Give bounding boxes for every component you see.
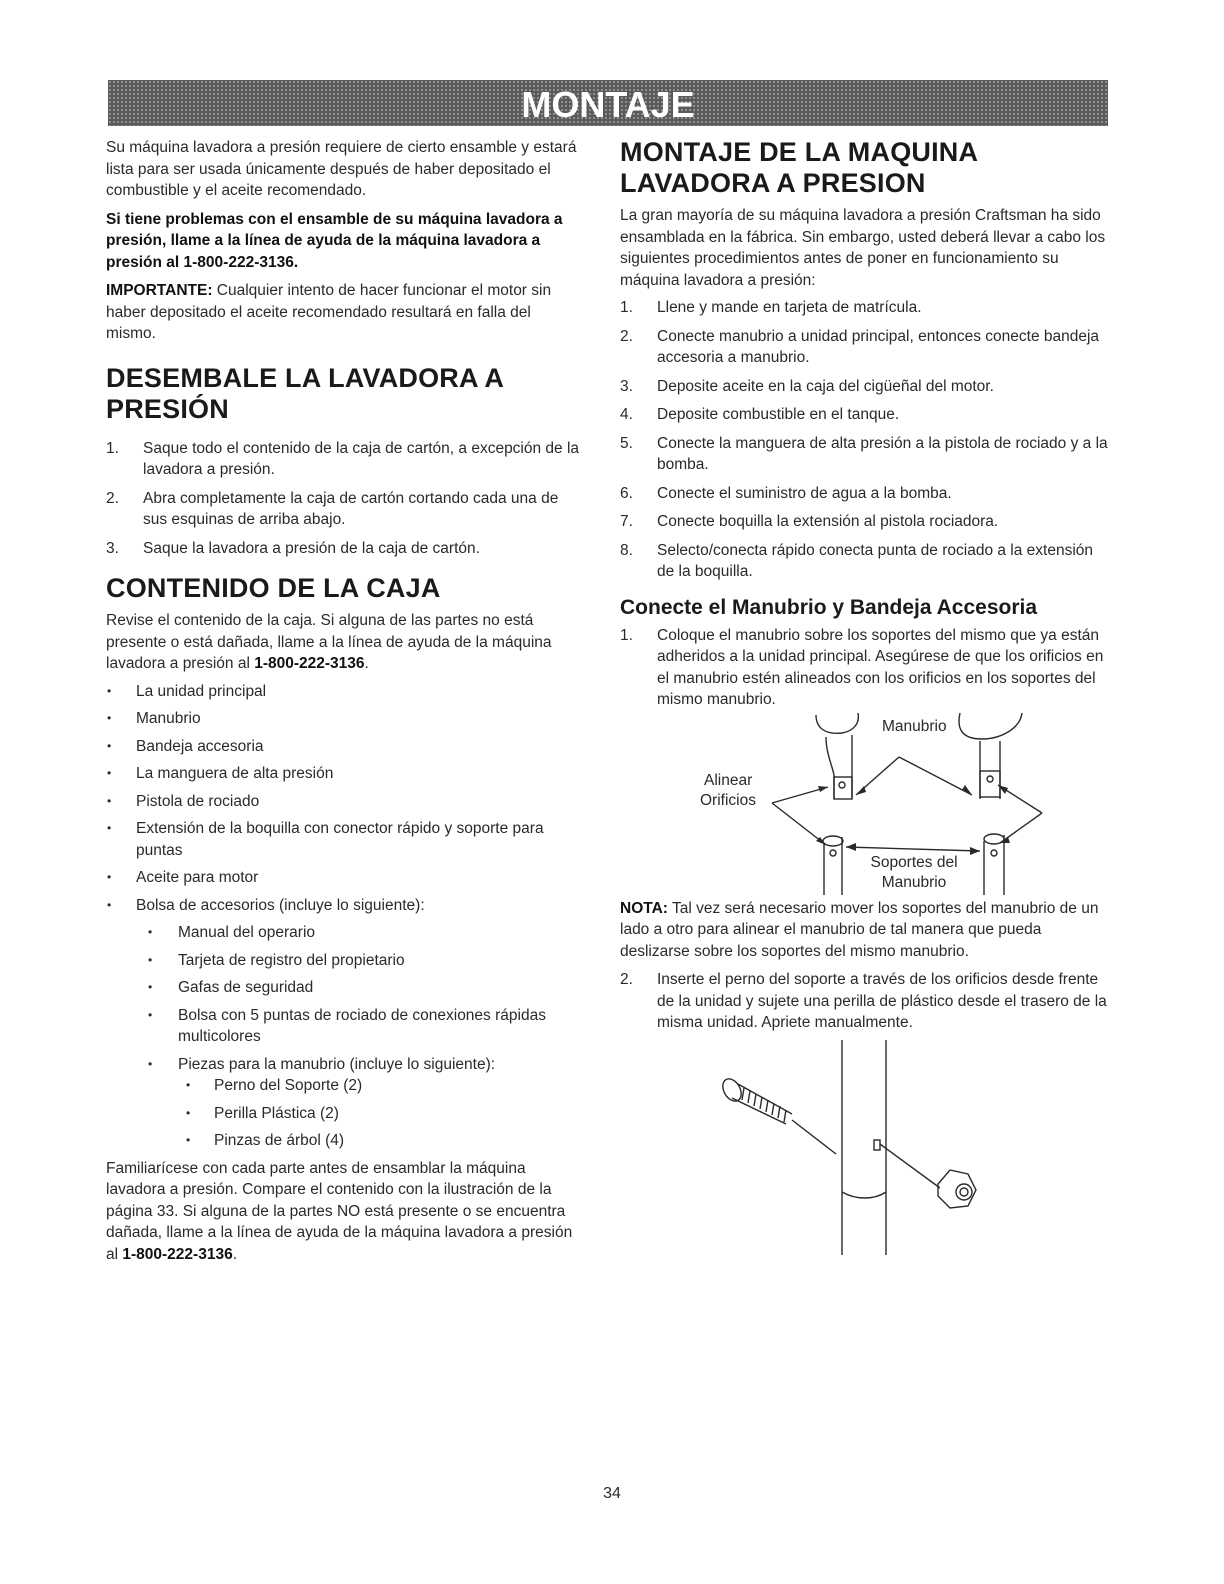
list-item: 1. Saque todo el contenido de la caja de cartón, a excepción de la lavadora a presión. <box>106 439 580 478</box>
contents-list <box>106 681 584 1152</box>
assembly-heading: MONTAJE DE LA MAQUINA LAVADORA A PRESION <box>620 137 978 198</box>
list-item: 5. Conecte la manguera de alta presión a la pistola de rociado y a la bomba. <box>620 434 1108 473</box>
assembly-steps-list <box>620 297 1108 583</box>
list-item: 3. Saque la lavadora a presión de la caja de cartón. <box>106 539 480 557</box>
note-label: NOTA: <box>620 899 668 917</box>
handle-heading: Conecte el Manubrio y Bandeja Accesoria <box>620 595 1038 619</box>
bag-items-list <box>136 922 584 1152</box>
list-item: • Extensión de la boquilla con conector rápido y soporte para puntas <box>106 818 584 861</box>
list-item: 6. Conecte el suministro de agua a la bomba. <box>620 484 952 502</box>
important-paragraph <box>106 280 584 345</box>
phone-number: 1-800-222-3136 <box>122 1245 233 1263</box>
list-item: 2. Abra completamente la caja de cartón cortando cada una de sus esquinas de arriba abajo. <box>106 489 559 528</box>
figure-label-supports-2: Manubrio <box>881 873 947 891</box>
contents-heading: CONTENIDO DE LA CAJA <box>106 573 441 603</box>
list-item: • Piezas para la manubrio (incluye lo siguiente): • Perno del Soporte (2) • Perilla Plástica (2) • Pinzas de árbol (4) <box>136 1054 584 1152</box>
list-item: • Bandeja accesoria <box>106 736 584 758</box>
help-line-paragraph: Si tiene problemas con el ensamble de su máquina lavadora a presión, llame a la línea de ayuda de la máquina lavadora a presión al 1-800-222-3136. <box>106 210 563 271</box>
list-item: 7. Conecte boquilla la extensión al pistola rociadora. <box>620 513 999 530</box>
bolt-knob-illustration <box>620 1040 1108 1255</box>
figure-label-handle: Manubrio <box>882 717 947 735</box>
closing-paragraph: Familiarícese con cada parte antes de ensamblar la máquina lavadora a presión. Compare el contenido con la ilustración de la página 33. Si alguna de la partes NO está presente o se encuentra dañada, llame a la línea de ayuda de la máquina lavadora a presión al 1-800-222-3136. <box>106 1159 573 1263</box>
note-paragraph: NOTA: Tal vez será necesario mover los soportes del manubrio de un lado a otro para alinear el manubrio de tal manera que pueda deslizarse sobre los soportes del mismo manubrio. <box>620 899 1099 960</box>
list-item: • Bolsa con 5 puntas de rociado de conexiones rápidas multicolores <box>136 1005 584 1048</box>
intro-paragraph: Su máquina lavadora a presión requiere de cierto ensamble y estará lista para ser usada únicamente después de haber depositado el combustible y el aceite recomendado. <box>106 139 577 199</box>
handle-alignment-figure <box>620 713 1108 895</box>
list-item: • La unidad principal <box>106 681 584 703</box>
page-number: 34 <box>603 1485 621 1502</box>
list-item: 4. Deposite combustible en el tanque. <box>620 406 900 423</box>
banner-title: MONTAJE <box>521 84 695 125</box>
contents-intro: Revise el contenido de la caja. Si alguna de las partes no está presente o está dañada, llame a la línea de ayuda de la máquina lavadora a presión al 1-800-222-3136. <box>106 612 552 672</box>
unpack-steps-list <box>106 438 584 560</box>
left-column <box>106 137 584 1265</box>
assembly-intro: La gran mayoría de su máquina lavadora a presión Craftsman ha sido ensamblada en la fábrica. Sin embargo, usted deberá llevar a cabo los siguientes procedimientos antes de poner en funcionamiento su máquina lavadora a presión: <box>620 207 1106 289</box>
list-item: 3. Deposite aceite en la caja del cigüeñal del motor. <box>620 377 994 395</box>
list-item: • Manubrio <box>106 708 584 730</box>
handle-steps-list-2 <box>620 969 1108 1034</box>
important-text: Cualquier intento de hacer funcionar el motor sin haber depositado el aceite recomendado resultará en falla del mismo. <box>106 282 552 342</box>
list-item: 2. Inserte el perno del soporte a través de los orificios desde frente de la unidad y sujete una perilla de plástico desde el trasero de la misma unidad. Apriete manualmente. <box>620 971 1107 1031</box>
figure-label-supports: Soportes del <box>870 853 958 871</box>
list-item: • Bolsa de accesorios (incluye lo siguiente): • Manual del operario • Tarjeta de registro del propietario • Gafas de seguridad • Bolsa con 5 puntas de rociado de conexiones rápidas multicolores • Piezas para la manubrio (incluye lo siguiente): • Perno del Soporte (2) • Perilla Plástica (2) • Pinzas de árbol (4) <box>106 895 584 1152</box>
list-item: • Perilla Plástica (2) <box>178 1103 584 1125</box>
figure-label-holes: Orificios <box>700 791 756 809</box>
list-item: • La manguera de alta presión <box>106 763 584 785</box>
list-item: • Aceite para motor <box>106 867 584 889</box>
right-column <box>620 137 1108 1255</box>
bolt-knob-figure <box>620 1040 1108 1255</box>
list-item: • Gafas de seguridad <box>136 977 584 999</box>
list-item: • Perno del Soporte (2) <box>178 1075 584 1097</box>
important-label: IMPORTANTE: <box>106 282 213 299</box>
list-item: 8. Selecto/conecta rápido conecta punta de rociado a la extensión de la boquilla. <box>620 541 1094 580</box>
handle-parts-list <box>178 1075 584 1152</box>
section-banner <box>108 80 1108 126</box>
list-item: • Manual del operario <box>136 922 584 944</box>
list-item: • Tarjeta de registro del propietario <box>136 950 584 972</box>
list-item: 1. Coloque el manubrio sobre los soportes del mismo que ya están adheridos a la unidad principal. Asegúrese de que los orificios en el manubrio estén alineados con los orificios en los soportes del mismo manubrio. <box>620 626 1104 708</box>
list-item: • Pinzas de árbol (4) <box>178 1130 584 1152</box>
handle-steps-list <box>620 625 1108 711</box>
list-item: 1. Llene y mande en tarjeta de matrícula. <box>620 299 922 316</box>
phone-number: 1-800-222-3136 <box>254 655 365 672</box>
figure-label-align: Alinear <box>704 771 753 789</box>
list-item: • Pistola de rociado <box>106 791 584 813</box>
list-item: 2. Conecte manubrio a unidad principal, entonces conecte bandeja accesoria a manubrio. <box>620 327 1100 366</box>
unpack-heading: DESEMBALE LA LAVADORA A PRESIÓN <box>106 362 504 424</box>
